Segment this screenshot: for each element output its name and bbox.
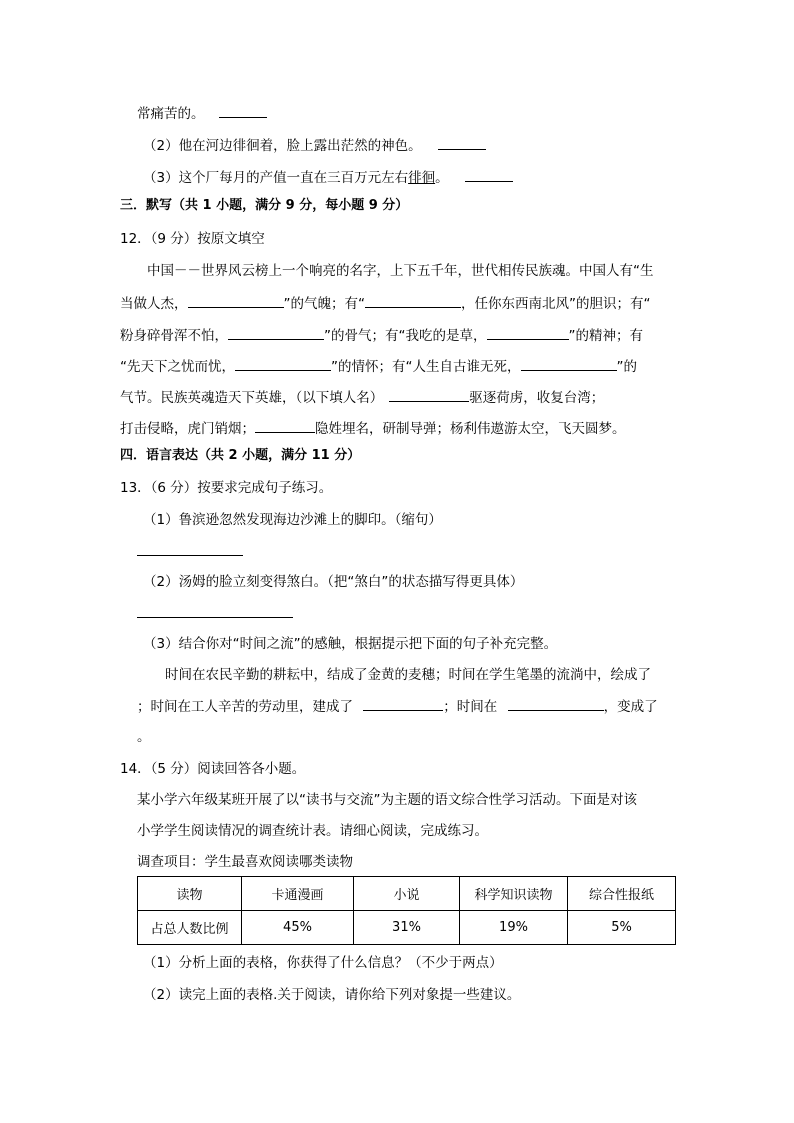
section4-heading: 四．语言表达（共 2 小题，满分 11 分）	[120, 448, 361, 463]
q12-line6-a: 打击侵略，虎门销烟；	[120, 421, 255, 437]
survey-table	[137, 876, 676, 945]
table-header-cell: 小说	[354, 877, 460, 911]
q11-item2	[143, 135, 486, 156]
answer-blank[interactable]	[465, 167, 513, 182]
table-header-cell: 卡通漫画	[242, 877, 354, 911]
q13-sub3: （3）结合你对“时间之流”的感触，根据提示把下面的句子补充完整。	[143, 636, 558, 652]
q14-intro2: 小学学生阅读情况的调查统计表。请细心阅读，完成练习。	[137, 823, 488, 839]
q13-para-line1: 时间在农民辛勤的耕耘中，结成了金黄的麦穗；时间在学生笔墨的流淌中，绘成了	[165, 667, 651, 683]
q11-line0-text: 常痛苦的。	[137, 106, 205, 122]
answer-blank[interactable]	[219, 103, 267, 118]
answer-blank[interactable]	[487, 325, 569, 340]
answer-blank[interactable]	[389, 387, 469, 402]
q12-line6	[120, 418, 626, 439]
q14-title: 14．（5 分）阅读回答各小题。	[120, 761, 306, 777]
q11-item3	[143, 167, 513, 188]
underlined-word: 徘徊	[408, 170, 436, 186]
survey-label: 调查项目：学生最喜欢阅读哪类读物	[137, 854, 353, 870]
table-cell: 19%	[460, 911, 568, 945]
q14-sub2: （2）读完上面的表格.关于阅读，请你给下列对象提一些建议。	[143, 987, 521, 1003]
q11-item2-text: （2）他在河边徘徊着，脸上露出茫然的神色。	[143, 138, 422, 154]
q12-line4	[120, 356, 637, 377]
q11-item3-end: 。	[435, 170, 449, 186]
answer-blank[interactable]	[235, 356, 331, 371]
answer-blank[interactable]	[363, 696, 443, 711]
q12-title: 12．（9 分）按原文填空	[120, 231, 265, 247]
q13-title: 13．（6 分）按要求完成句子练习。	[120, 480, 333, 496]
q13-para-line2-c: ，变成了	[603, 699, 658, 715]
q14-intro1: 某小学六年级某班开展了以“读书与交流”为主题的语文综合性学习活动。下面是对该	[137, 792, 637, 808]
q12-line2-b: ”的气魄；有“	[283, 296, 365, 312]
q12-line4-b: ”的情怀；有“人生自古谁无死，	[331, 359, 521, 375]
answer-line[interactable]	[137, 555, 243, 556]
answer-blank[interactable]	[508, 696, 604, 711]
table-cell: 占总人数比例	[138, 911, 242, 945]
answer-blank[interactable]	[438, 135, 486, 150]
q13-para-line2	[137, 696, 658, 717]
table-header-cell: 科学知识读物	[460, 877, 568, 911]
q12-line2	[120, 293, 651, 314]
answer-blank[interactable]	[228, 325, 324, 340]
table-cell: 31%	[354, 911, 460, 945]
q13-sub1: （1）鲁滨逊忽然发现海边沙滩上的脚印。（缩句）	[143, 512, 442, 528]
q12-line6-b: 隐姓埋名，研制导弹；杨利伟遨游太空，飞天圆梦。	[315, 421, 626, 437]
table-header-row	[138, 877, 676, 911]
q12-line5	[120, 387, 604, 408]
answer-blank[interactable]	[255, 418, 315, 433]
q14-sub1: （1）分析上面的表格，你获得了什么信息？（不少于两点）	[143, 955, 503, 971]
answer-blank[interactable]	[365, 293, 461, 308]
q13-para-line2-a: ；时间在工人辛苦的劳动里，建成了	[137, 699, 353, 715]
q12-line5-b: 驱逐荷虏，收复台湾；	[469, 390, 605, 406]
table-header-cell: 综合性报纸	[568, 877, 676, 911]
q13-para-line3: 。	[137, 729, 151, 745]
q12-line3-a: 粉身碎骨浑不怕，	[120, 328, 228, 344]
q12-line1: 中国－－世界风云榜上一个响亮的名字，上下五千年，世代相传民族魂。中国人有“生	[147, 263, 654, 279]
section3-heading: 三．默写（共 1 小题，满分 9 分，每小题 9 分）	[120, 198, 409, 213]
q13-sub2: （2）汤姆的脸立刻变得煞白。（把“煞白”的状态描写得更具体）	[143, 574, 524, 590]
answer-blank[interactable]	[521, 356, 617, 371]
table-cell: 45%	[242, 911, 354, 945]
q12-line2-a: 当做人杰，	[120, 296, 188, 312]
answer-line[interactable]	[137, 617, 293, 618]
table-cell: 5%	[568, 911, 676, 945]
q13-para-line2-b: ；时间在	[443, 699, 498, 715]
q11-line0	[137, 103, 267, 124]
answer-blank[interactable]	[188, 293, 284, 308]
q12-line4-a: “先天下之忧而忧，	[120, 359, 235, 375]
q12-line2-c: ，任你东西南北风”的胆识；有“	[461, 296, 651, 312]
q12-line3-b: ”的骨气；有“我吃的是草，	[324, 328, 487, 344]
q12-line4-c: ”的	[616, 359, 637, 375]
table-header-cell: 读物	[138, 877, 242, 911]
q12-line5-a: 气节。民族英魂造天下英雄，（以下填人名）	[120, 390, 384, 406]
q11-item3-text: （3）这个厂每月的产值一直在三百万元左右	[143, 170, 409, 186]
q12-line3	[120, 325, 643, 346]
table-row	[138, 911, 676, 945]
q12-line3-c: ”的精神；有	[568, 328, 643, 344]
